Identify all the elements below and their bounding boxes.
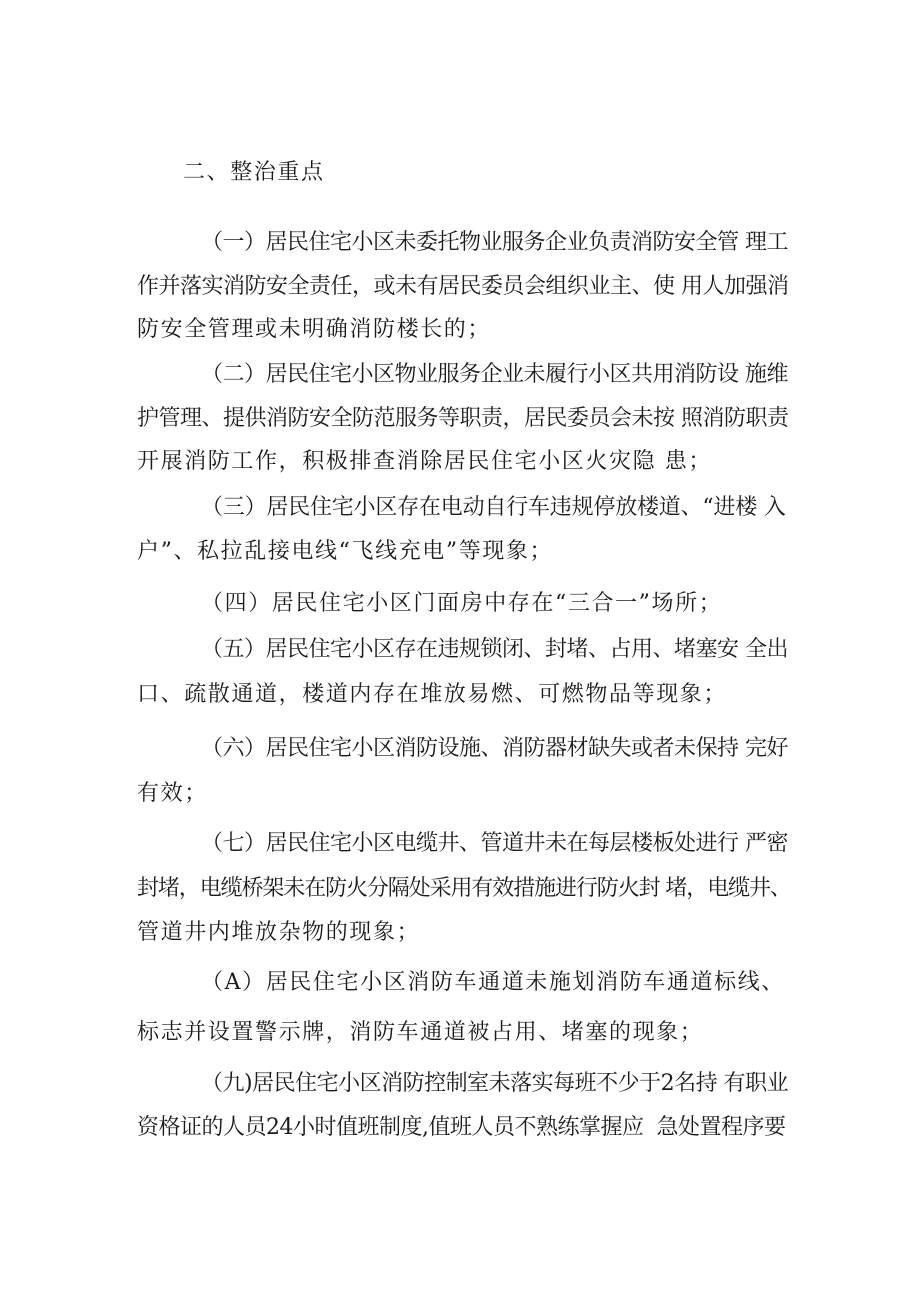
section-heading: 二、整治重点: [183, 160, 325, 185]
paragraph-line: 资格证的人员24小时值班制度,值班人员不熟练掌握应 急处置程序要: [137, 1115, 786, 1140]
paragraph-line: （九)居民住宅小区消防控制室未落实每班不少于2名持 有职业: [201, 1071, 789, 1096]
paragraph-line: （四）居民住宅小区门面房中存在“三合一”场所；: [201, 591, 723, 616]
paragraph-line: （一）居民住宅小区未委托物业服务企业负责消防安全管 理工: [201, 230, 788, 255]
paragraph-line: 防安全管理或未明确消防楼长的；: [137, 317, 492, 342]
paragraph-line: （二）居民住宅小区物业服务企业未履行小区共用消防设 施维: [201, 362, 788, 387]
paragraph-line: 管道井内堆放杂物的现象；: [137, 920, 421, 945]
paragraph-line: 作并落实消防安全责任，或未有居民委员会组织业主、使 用人加强消: [137, 274, 789, 299]
paragraph-line: （三）居民住宅小区存在电动自行车违规停放楼道、“进楼 入: [201, 495, 786, 520]
paragraph-line: 封堵，电缆桥架未在防火分隔处采用有效措施进行防火封 堵，电缆井、: [137, 876, 791, 901]
paragraph-line: 护管理、提供消防安全防范服务等职责，居民委员会未按 照消防职责: [137, 406, 789, 431]
paragraph-line: 开展消防工作，积极排查消除居民住宅小区火灾隐 患；: [137, 449, 712, 474]
paragraph-line: 有效；: [137, 781, 208, 806]
paragraph-line: （六）居民住宅小区消防设施、消防器材缺失或者未保持 完好: [201, 736, 788, 761]
paragraph-line: （五）居民住宅小区存在违规锁闭、封堵、占用、堵塞安 全出: [201, 637, 788, 662]
paragraph-line: 户”、私拉乱接电线“飞线充电”等现象；: [137, 539, 554, 564]
paragraph-line: 口、疏散通道，楼道内存在堆放易燃、可燃物品等现象；: [137, 682, 728, 707]
paragraph-line: （七）居民住宅小区电缆井、管道井未在每层楼板处进行 严密: [201, 831, 788, 856]
paragraph-line: 标志并设置警示牌，消防车通道被占用、堵塞的现象；: [137, 1020, 704, 1045]
paragraph-line: （A）居民住宅小区消防车通道未施划消防车通道标线、: [201, 970, 785, 995]
